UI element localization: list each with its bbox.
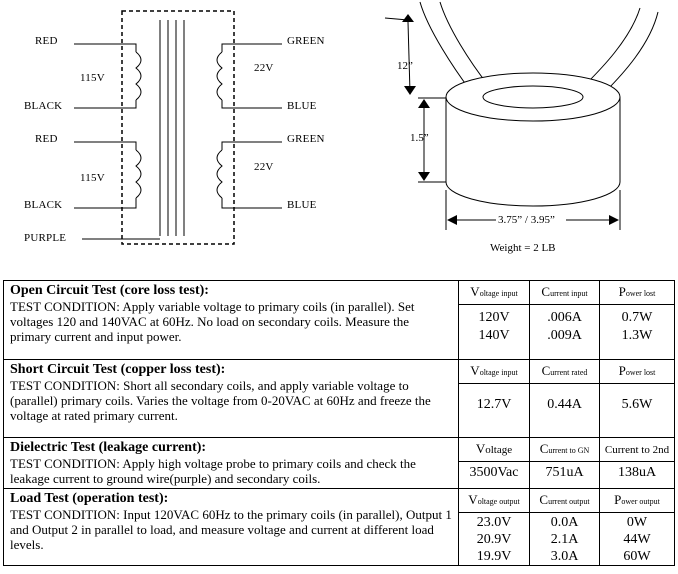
- height-dimension: 12”: [397, 60, 413, 72]
- wire-label-blue-1: BLUE: [287, 100, 317, 112]
- weight-label: Weight = 2 LB: [490, 242, 556, 254]
- voltage-label-secondary-1: 22V: [254, 62, 274, 74]
- open-circuit-current: .006A .009A: [530, 305, 600, 360]
- short-circuit-title: Short Circuit Test (copper loss test):: [10, 362, 226, 377]
- voltage-label-secondary-2: 22V: [254, 161, 274, 173]
- header-current-to-gn: Current to GN: [530, 438, 600, 462]
- open-circuit-description: [4, 281, 459, 360]
- load-description: [4, 489, 459, 566]
- header-voltage-output: Voltage output: [459, 489, 530, 513]
- open-circuit-condition: TEST CONDITION: Apply variable voltage to primary coils (in parallel). Set voltages 120 and 140VAC at 60Hz. No load on secondary coils. Measure the primary current and input power.: [10, 299, 415, 344]
- load-power: 0W 44W 60W: [600, 513, 675, 566]
- header-power-lost: Power lost: [600, 360, 675, 384]
- wire-label-black-1: BLACK: [24, 100, 63, 112]
- wire-label-green-2: GREEN: [287, 133, 325, 145]
- header-voltage-input: Voltage input: [459, 281, 530, 305]
- dielectric-header-row: [4, 438, 675, 462]
- voltage-label-primary-2: 115V: [80, 172, 105, 184]
- dielectric-current-2nd: 138uA: [600, 462, 675, 489]
- dielectric-current-gn: 751uA: [530, 462, 600, 489]
- header-power-lost: Power lost: [600, 281, 675, 305]
- open-circuit-title: Open Circuit Test (core loss test):: [10, 283, 209, 298]
- dielectric-voltage: 3500Vac: [459, 462, 530, 489]
- test-results-table: [3, 280, 675, 566]
- header-current-input: Current input: [530, 281, 600, 305]
- load-title: Load Test (operation test):: [10, 491, 169, 506]
- header-current-to-2nd: Current to 2nd: [600, 438, 675, 462]
- wire-label-red-1: RED: [35, 35, 58, 47]
- diameter-dimension: 3.75” / 3.95”: [498, 214, 555, 226]
- thickness-dimension: 1.5”: [410, 132, 429, 144]
- short-circuit-header-row: [4, 360, 675, 384]
- header-current-rated: Current rated: [530, 360, 600, 384]
- voltage-label-primary-1: 115V: [80, 72, 105, 84]
- header-voltage: Voltage: [459, 438, 530, 462]
- wire-label-green-1: GREEN: [287, 35, 325, 47]
- open-circuit-power: 0.7W 1.3W: [600, 305, 675, 360]
- load-condition: TEST CONDITION: Input 120VAC 60Hz to the primary coils (in parallel), Output 1 and Output 2 in parallel to load, and measure voltage and current at different load levels.: [10, 507, 452, 552]
- load-current: 0.0A 2.1A 3.0A: [530, 513, 600, 566]
- open-circuit-header-row: [4, 281, 675, 305]
- header-current-output: Current output: [530, 489, 600, 513]
- wire-label-red-2: RED: [35, 133, 58, 145]
- short-circuit-description: [4, 360, 459, 438]
- wire-label-black-2: BLACK: [24, 199, 63, 211]
- dielectric-condition: TEST CONDITION: Apply high voltage probe to primary coils and check the leakage current to ground wire(purple) and secondary coils.: [10, 456, 416, 486]
- header-voltage-input: Voltage input: [459, 360, 530, 384]
- dielectric-description: [4, 438, 459, 489]
- short-circuit-voltage: 12.7V: [459, 384, 530, 438]
- wire-label-purple: PURPLE: [24, 232, 67, 244]
- dielectric-title: Dielectric Test (leakage current):: [10, 440, 207, 455]
- toroid-drawing: [340, 0, 678, 270]
- wire-label-blue-2: BLUE: [287, 199, 317, 211]
- open-circuit-voltage: 120V 140V: [459, 305, 530, 360]
- short-circuit-current: 0.44A: [530, 384, 600, 438]
- short-circuit-condition: TEST CONDITION: Short all secondary coils, and apply variable voltage to (parallel) primary coils. Varies the voltage from 0-20VAC at 60Hz and freeze the voltage at rated primary current.: [10, 378, 431, 423]
- load-header-row: [4, 489, 675, 513]
- short-circuit-power: 5.6W: [600, 384, 675, 438]
- load-voltage: 23.0V 20.9V 19.9V: [459, 513, 530, 566]
- header-power-output: Power output: [600, 489, 675, 513]
